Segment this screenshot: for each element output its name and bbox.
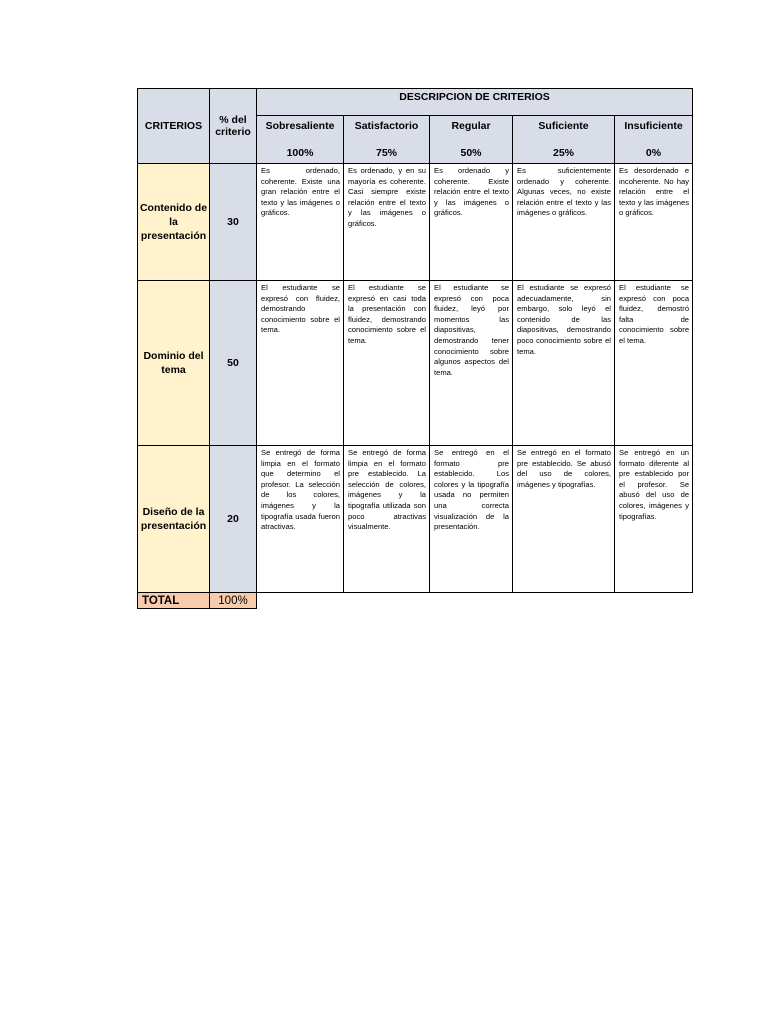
description-cell: Se entregó en un formato diferente al pre establecido por el profesor. Se abusó del uso de colores, imágenes y tipografías. (615, 446, 693, 593)
level-name: Regular (451, 120, 491, 132)
description-cell: El estudiante se expresó con poca fluidez, demostró falta de conocimiento sobre el tema. (615, 281, 693, 446)
table-row (138, 446, 693, 593)
description-cell: El estudiante se expresó con poca fluidez, leyó por momentos las diapositivas, demostrando tener conocimiento sobre algunos aspectos del tema. (430, 281, 513, 446)
level-header-suficiente (513, 116, 615, 164)
total-label: TOTAL (138, 593, 210, 609)
level-header-satisfactorio (344, 116, 430, 164)
criterion-label: Diseño de la presentación (138, 446, 210, 593)
criterion-weight: 50 (210, 281, 257, 446)
table-row (138, 281, 693, 446)
description-cell: Se entregó de forma limpia en el formato pre establecido. La selección de colores, imágenes y la tipografía utilizada son poco atractivas visualmente. (344, 446, 430, 593)
level-name: Sobresaliente (265, 120, 335, 132)
level-name: Suficiente (538, 120, 589, 132)
description-cell: Es desordenado e incoherente. No hay relación entre el texto y las imágenes o gráficos. (615, 164, 693, 281)
description-cell: Se entregó en el formato pre establecido. Los colores y la tipografía usada no permiten una correcta visualización de la presentación. (430, 446, 513, 593)
total-row (138, 593, 693, 609)
criterion-weight: 20 (210, 446, 257, 593)
criterios-header: CRITERIOS (138, 89, 210, 164)
level-pct: 100% (286, 147, 314, 159)
description-cell: Es ordenado, coherente. Existe una gran relación entre el texto y las imágenes o gráficos. (257, 164, 344, 281)
level-name: Satisfactorio (354, 120, 419, 132)
description-cell: Es ordenado, y en su mayoría es coherente. Casi siempre existe relación entre el texto y las imágenes o gráficos. (344, 164, 430, 281)
criterion-weight: 30 (210, 164, 257, 281)
description-cell: Se entregó en el formato pre establecido. Se abusó del uso de colores, imágenes y tipografías. (513, 446, 615, 593)
level-header-insuficiente (615, 116, 693, 164)
level-pct: 25% (552, 147, 574, 159)
descripcion-header: DESCRIPCION DE CRITERIOS (257, 89, 693, 116)
total-value: 100% (210, 593, 257, 609)
level-name: Insuficiente (624, 120, 683, 132)
criterion-label: Dominio del tema (138, 281, 210, 446)
level-pct: 50% (460, 147, 482, 159)
description-cell: Es ordenado y coherente. Existe relación entre el texto y las imágenes o gráficos. (430, 164, 513, 281)
description-cell: El estudiante se expresó en casi toda la presentación con fluidez, demostrando conocimiento sobre el tema. (344, 281, 430, 446)
description-cell: El estudiante se expresó adecuadamente, sin embargo, solo leyó el contenido de las diapositivas, demostrando poco conocimiento sobre el tema. (513, 281, 615, 446)
description-cell: Es suficientemente ordenado y coherente. Algunas veces, no existe relación entre el texto y las imágenes o gráficos. (513, 164, 615, 281)
level-pct: 0% (645, 147, 662, 159)
pct-criterio-header: % del criterio (210, 89, 257, 164)
level-pct: 75% (375, 147, 397, 159)
table-row (138, 164, 693, 281)
description-cell: Se entregó de forma limpia en el formato que determino el profesor. La selección de los colores, imágenes y la tipografía usada fueron atractivas. (257, 446, 344, 593)
description-cell: El estudiante se expresó con fluidez, demostrando conocimiento sobre el tema. (257, 281, 344, 446)
level-header-regular (430, 116, 513, 164)
criterion-label: Contenido de la presentación (138, 164, 210, 281)
empty-cell (257, 593, 693, 609)
rubric-table (137, 88, 693, 609)
level-header-sobresaliente (257, 116, 344, 164)
